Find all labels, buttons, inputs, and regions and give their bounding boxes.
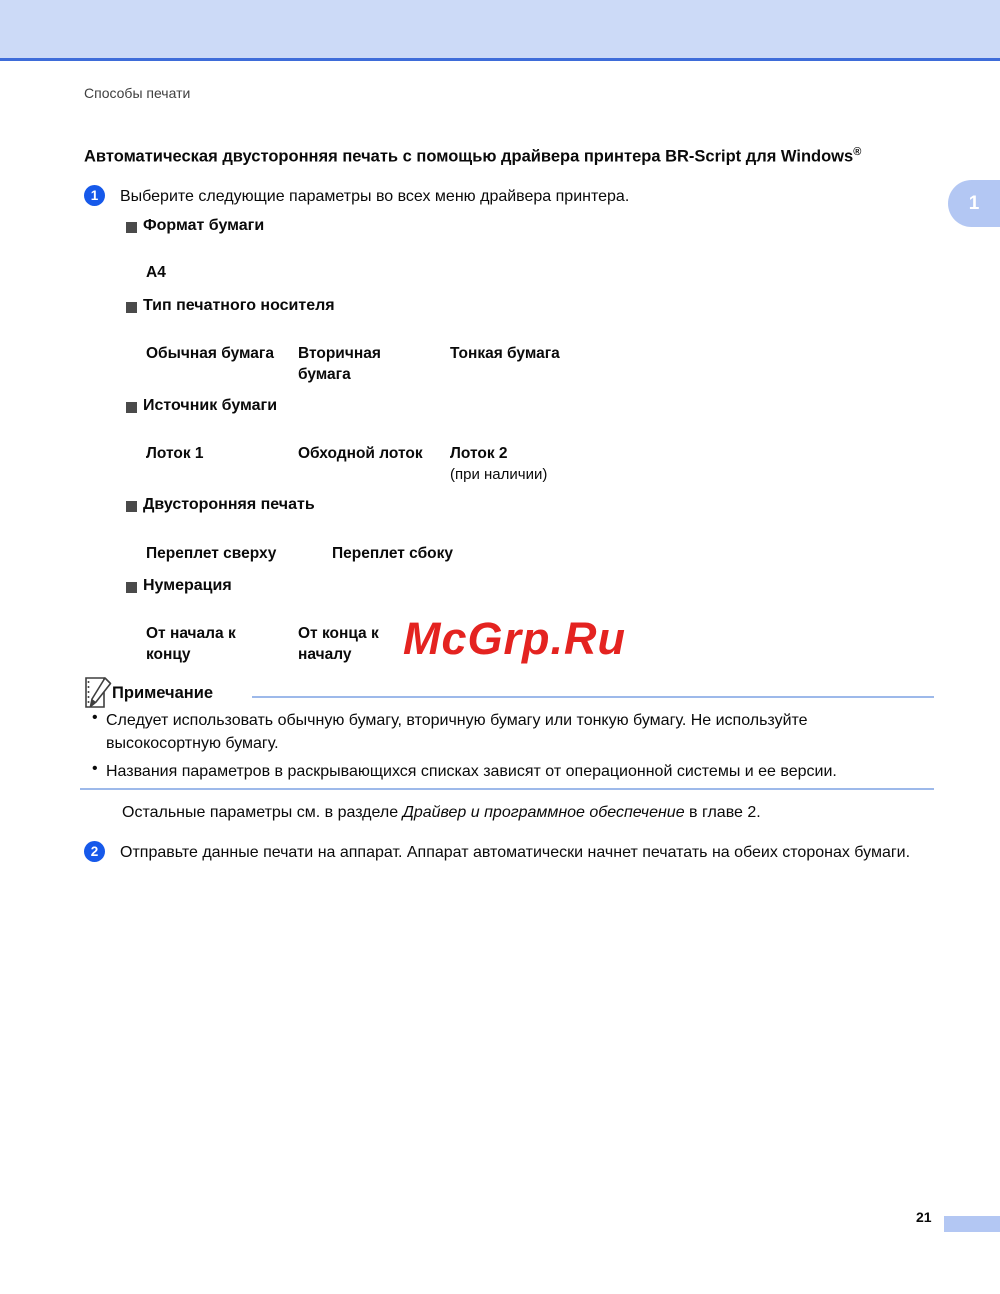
option-duplex-label: Двусторонняя печать [143,496,315,513]
square-bullet-icon [126,501,137,512]
page-number: 21 [916,1209,932,1225]
duplex-value: Переплет сверху [146,545,277,562]
footer-accent-bar [944,1216,1000,1232]
media-type-value: Вторичная бумага [298,345,381,383]
page-order-value: От конца к началу [298,625,379,663]
note-title: Примечание [112,684,214,702]
paper-source-value: Лоток 1 [146,445,204,462]
paper-size-value: A4 [146,264,166,281]
paper-source-value-main: Лоток 2 [450,445,508,462]
note-bullet-dot: • [92,760,98,777]
paper-source-availability-note: (при наличии) [450,466,548,483]
registered-mark: ® [853,146,862,158]
option-paper-source-label: Источник бумаги [143,397,278,414]
paper-source-value: Обходной лоток [298,445,423,462]
option-page-order-label: Нумерация [143,577,232,594]
note-pencil-icon [82,676,112,710]
square-bullet-icon [126,222,137,233]
square-bullet-icon [126,582,137,593]
paper-source-value [450,443,547,485]
square-bullet-icon [126,402,137,413]
note-item: Названия параметров в раскрывающихся списках зависят от операционной системы и ее версии. [106,763,837,780]
page-title [84,146,861,167]
note-item: Следует использовать обычную бумагу, вторичную бумагу или тонкую бумагу. Не используйте высокосортную бумагу. [106,712,808,752]
option-media-type-label: Тип печатного носителя [143,297,335,314]
media-type-value: Тонкая бумага [450,345,560,362]
top-band [0,0,1000,61]
step-1-badge: 1 [84,185,105,206]
running-header: Способы печати [84,85,191,101]
note-title-rule [252,696,934,698]
square-bullet-icon [126,302,137,313]
step-2-badge: 2 [84,841,105,862]
closing-reference [122,804,761,822]
media-type-value: Обычная бумага [146,345,274,362]
note-bottom-rule [80,788,934,790]
step-1-text: Выберите следующие параметры во всех меню драйвера принтера. [120,188,630,205]
page-title-text: Автоматическая двусторонняя печать с помощью драйвера принтера BR-Script для Windows [84,147,854,166]
option-paper-size-label: Формат бумаги [143,217,265,234]
page-order-value: От начала к концу [146,625,236,663]
closing-prefix: Остальные параметры см. в разделе [122,804,403,821]
closing-reference-title: Драйвер и программное обеспечение [402,804,685,821]
chapter-tab: 1 [948,180,1000,227]
duplex-value: Переплет сбоку [332,545,454,562]
step-2-text: Отправьте данные печати на аппарат. Аппарат автоматически начнет печатать на обеих сторонах бумаги. [120,844,911,861]
note-bullet-dot: • [92,709,98,726]
watermark-text: McGrp.Ru [403,613,627,664]
closing-suffix: в главе 2. [684,804,761,821]
